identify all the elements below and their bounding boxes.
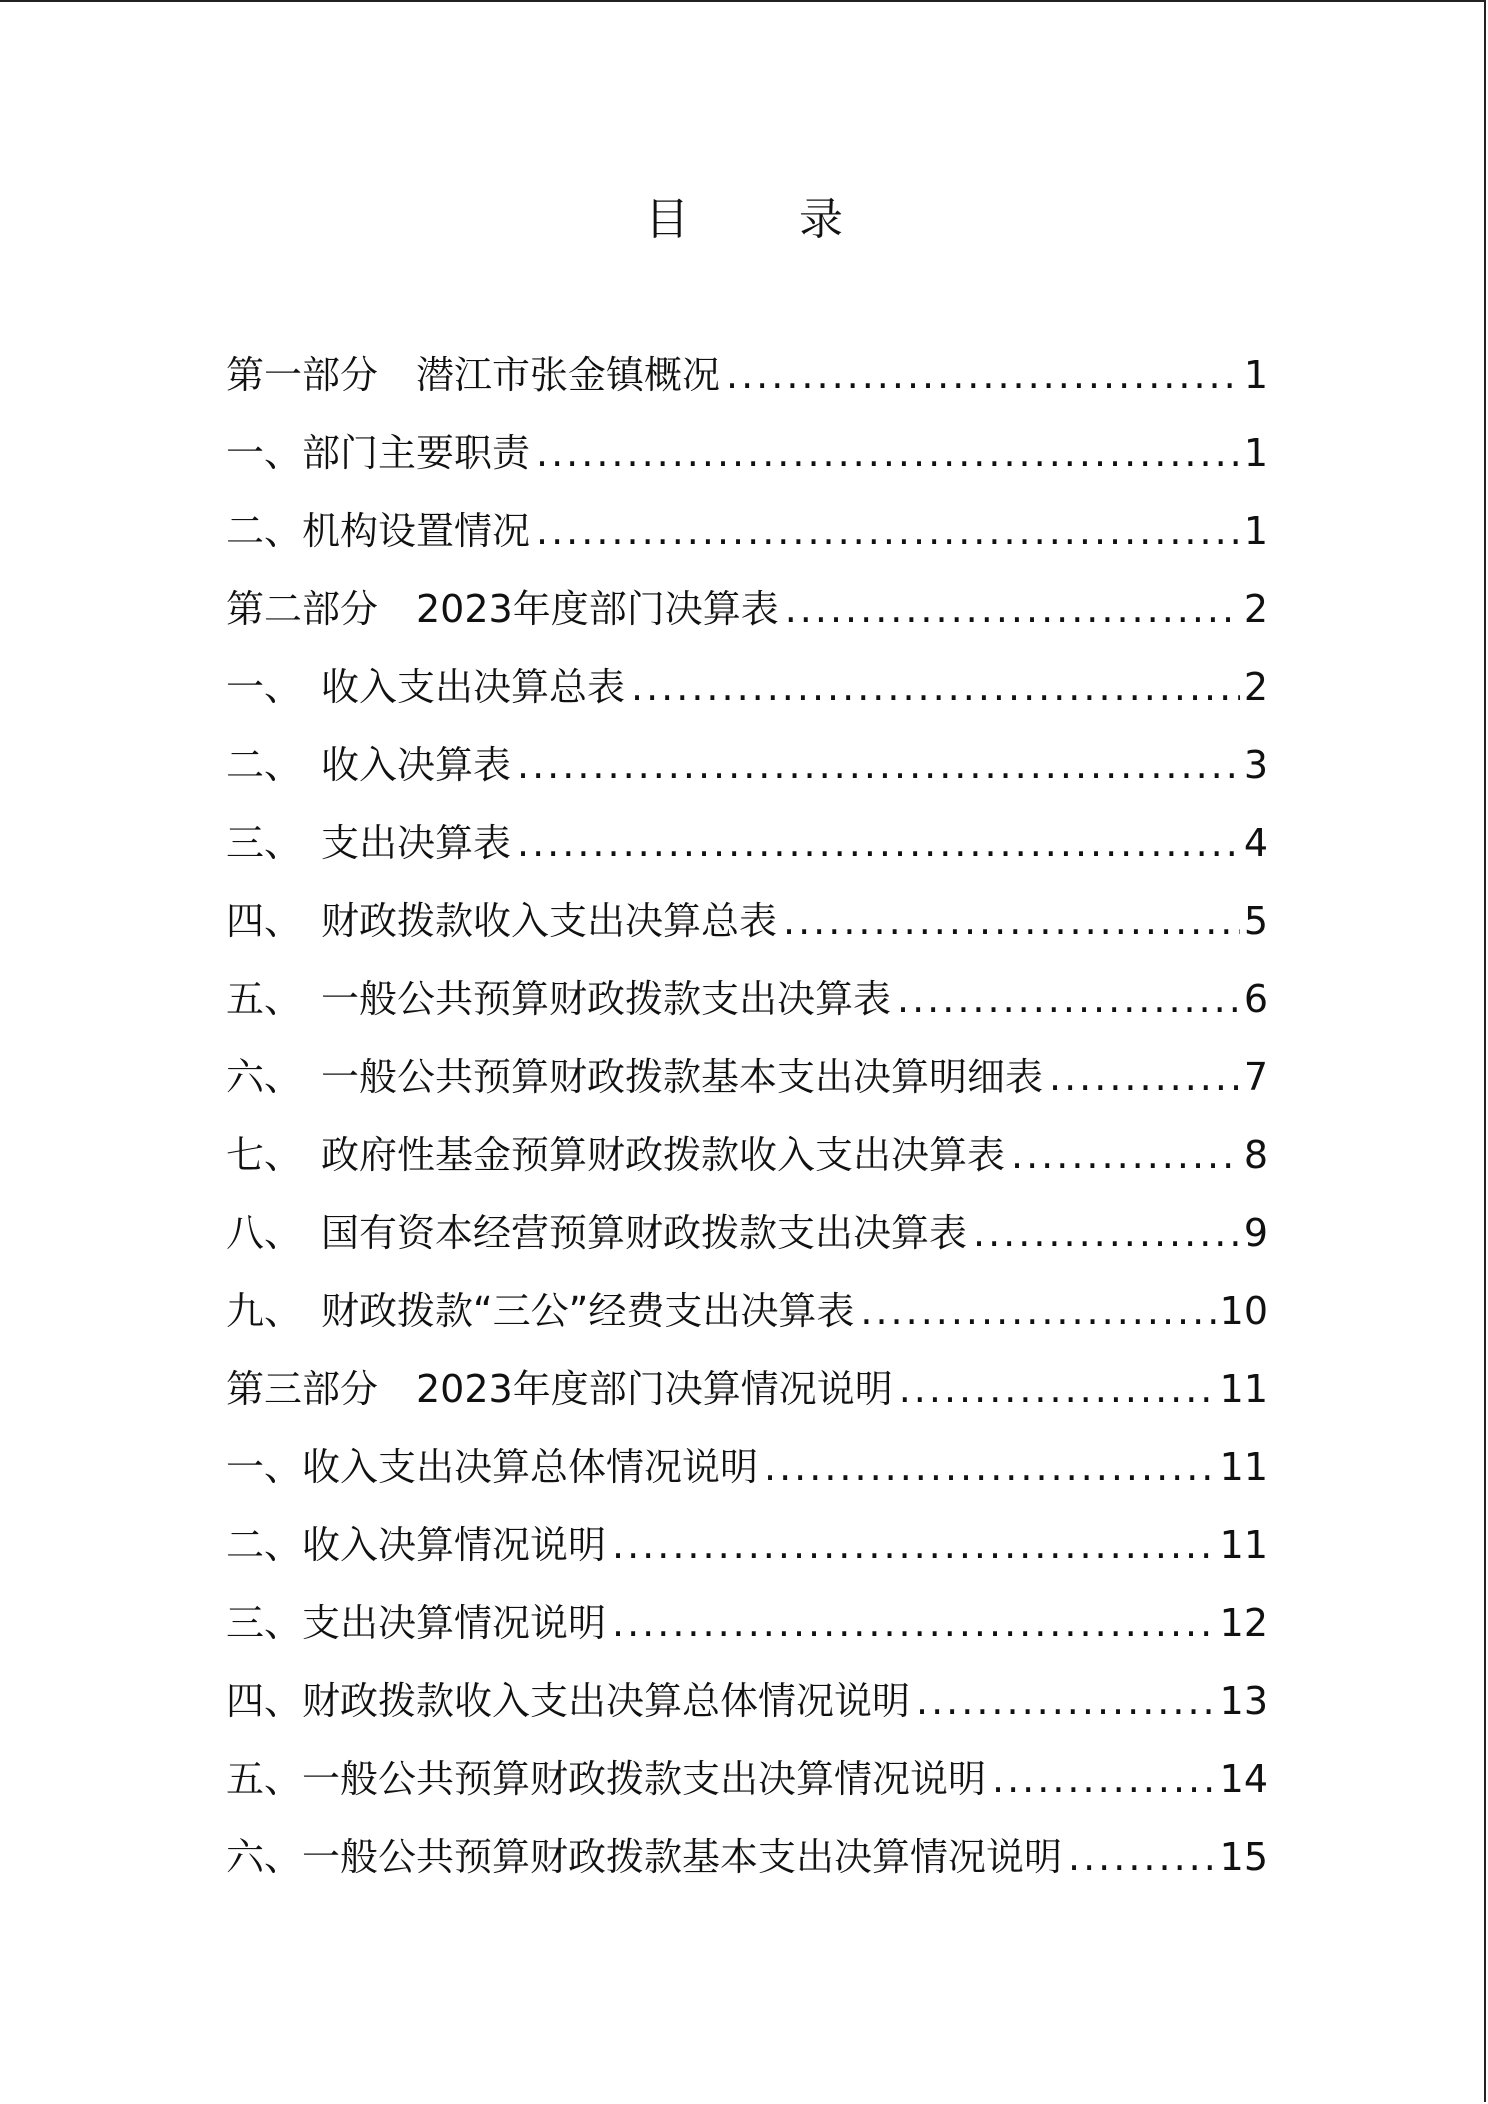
- toc-entry-label: 一、收入支出决算总体情况说明: [226, 1445, 759, 1489]
- toc-entry-page: 12: [1219, 1601, 1268, 1645]
- toc-entry-page: 13: [1219, 1679, 1268, 1723]
- toc-entry-label: 二、机构设置情况: [226, 509, 531, 553]
- toc-entry-page: 11: [1219, 1367, 1268, 1411]
- toc-entry-label: 九、 财政拨款“三公”经费支出决算表: [226, 1289, 855, 1333]
- toc-entry-page: 11: [1219, 1445, 1268, 1489]
- toc-entry[interactable]: [226, 1515, 1268, 1593]
- toc-entry-page: 1: [1243, 509, 1268, 553]
- toc-entry-label: 第二部分 2023年度部门决算表: [226, 587, 779, 631]
- toc-entry-page: 5: [1243, 899, 1268, 943]
- toc-entry[interactable]: [226, 735, 1268, 813]
- toc-leader-dots: [1049, 1047, 1240, 1107]
- toc-leader-dots: [517, 735, 1240, 795]
- toc-entry-page: 11: [1219, 1523, 1268, 1567]
- toc-leader-dots: [726, 345, 1240, 405]
- toc-entry[interactable]: [226, 1749, 1268, 1827]
- toc-entry[interactable]: [226, 969, 1268, 1047]
- toc-leader-dots: [916, 1671, 1216, 1731]
- toc-entry-page: 9: [1243, 1211, 1268, 1255]
- toc-entry[interactable]: [226, 1125, 1268, 1203]
- toc-entry[interactable]: [226, 1203, 1268, 1281]
- toc-entry-page: 1: [1243, 353, 1268, 397]
- toc-entry-label: 三、 支出决算表: [226, 821, 512, 865]
- toc-entry[interactable]: [226, 1437, 1268, 1515]
- toc-entry-page: 7: [1243, 1055, 1268, 1099]
- toc-leader-dots: [1068, 1827, 1216, 1887]
- toc-entry[interactable]: [226, 501, 1268, 579]
- toc-entry[interactable]: [226, 1359, 1268, 1437]
- toc-leader-dots: [1011, 1125, 1240, 1185]
- toc-leader-dots: [783, 891, 1240, 951]
- toc-entry-page: 3: [1243, 743, 1268, 787]
- toc-entry[interactable]: [226, 891, 1268, 969]
- toc-entry-page: 1: [1243, 431, 1268, 475]
- toc-entry-label: 六、一般公共预算财政拨款基本支出决算情况说明: [226, 1835, 1063, 1879]
- toc-entry-label: 第三部分 2023年度部门决算情况说明: [226, 1367, 893, 1411]
- toc-entry-page: 14: [1219, 1757, 1268, 1801]
- toc-leader-dots: [899, 1359, 1216, 1419]
- toc-entry-page: 10: [1219, 1289, 1268, 1333]
- toc-entry-label: 八、 国有资本经营预算财政拨款支出决算表: [226, 1211, 968, 1255]
- toc-leader-dots: [536, 501, 1240, 561]
- toc-entry-label: 二、收入决算情况说明: [226, 1523, 607, 1567]
- toc-leader-dots: [517, 813, 1240, 873]
- toc-entry-label: 五、一般公共预算财政拨款支出决算情况说明: [226, 1757, 987, 1801]
- toc-entry-page: 2: [1243, 665, 1268, 709]
- toc-entry[interactable]: [226, 1593, 1268, 1671]
- toc-entry[interactable]: [226, 1047, 1268, 1125]
- toc-leader-dots: [785, 579, 1240, 639]
- toc-entry[interactable]: [226, 813, 1268, 891]
- toc-leader-dots: [897, 969, 1240, 1029]
- toc-entry[interactable]: [226, 1281, 1268, 1359]
- toc-entry-label: 五、 一般公共预算财政拨款支出决算表: [226, 977, 892, 1021]
- toc-entry-page: 15: [1219, 1835, 1268, 1879]
- toc-entry-label: 六、 一般公共预算财政拨款基本支出决算明细表: [226, 1055, 1044, 1099]
- toc-entry-label: 四、 财政拨款收入支出决算总表: [226, 899, 778, 943]
- toc-leader-dots: [973, 1203, 1240, 1263]
- toc-entry[interactable]: [226, 1671, 1268, 1749]
- toc-entry-page: 4: [1243, 821, 1268, 865]
- toc-entry-label: 二、 收入决算表: [226, 743, 512, 787]
- toc-entry[interactable]: [226, 657, 1268, 735]
- toc-entry[interactable]: [226, 345, 1268, 423]
- toc-leader-dots: [612, 1515, 1216, 1575]
- toc-leader-dots: [631, 657, 1240, 717]
- toc-leader-dots: [992, 1749, 1216, 1809]
- toc-entry[interactable]: [226, 423, 1268, 501]
- toc-leader-dots: [860, 1281, 1215, 1341]
- toc-title: 目 录: [645, 194, 891, 245]
- toc-entry-page: 2: [1243, 587, 1268, 631]
- toc-entry-page: 6: [1243, 977, 1268, 1021]
- toc-entry-label: 三、支出决算情况说明: [226, 1601, 607, 1645]
- toc-entry-label: 七、 政府性基金预算财政拨款收入支出决算表: [226, 1133, 1006, 1177]
- toc-entry-label: 四、财政拨款收入支出决算总体情况说明: [226, 1679, 911, 1723]
- toc-entry[interactable]: [226, 579, 1268, 657]
- toc-entry-label: 第一部分 潜江市张金镇概况: [226, 353, 721, 397]
- toc-leader-dots: [536, 423, 1240, 483]
- table-of-contents: [226, 345, 1268, 1905]
- toc-entry-label: 一、部门主要职责: [226, 431, 531, 475]
- toc-leader-dots: [764, 1437, 1216, 1497]
- toc-leader-dots: [612, 1593, 1216, 1653]
- toc-entry-page: 8: [1243, 1133, 1268, 1177]
- toc-entry-label: 一、 收入支出决算总表: [226, 665, 626, 709]
- toc-entry[interactable]: [226, 1827, 1268, 1905]
